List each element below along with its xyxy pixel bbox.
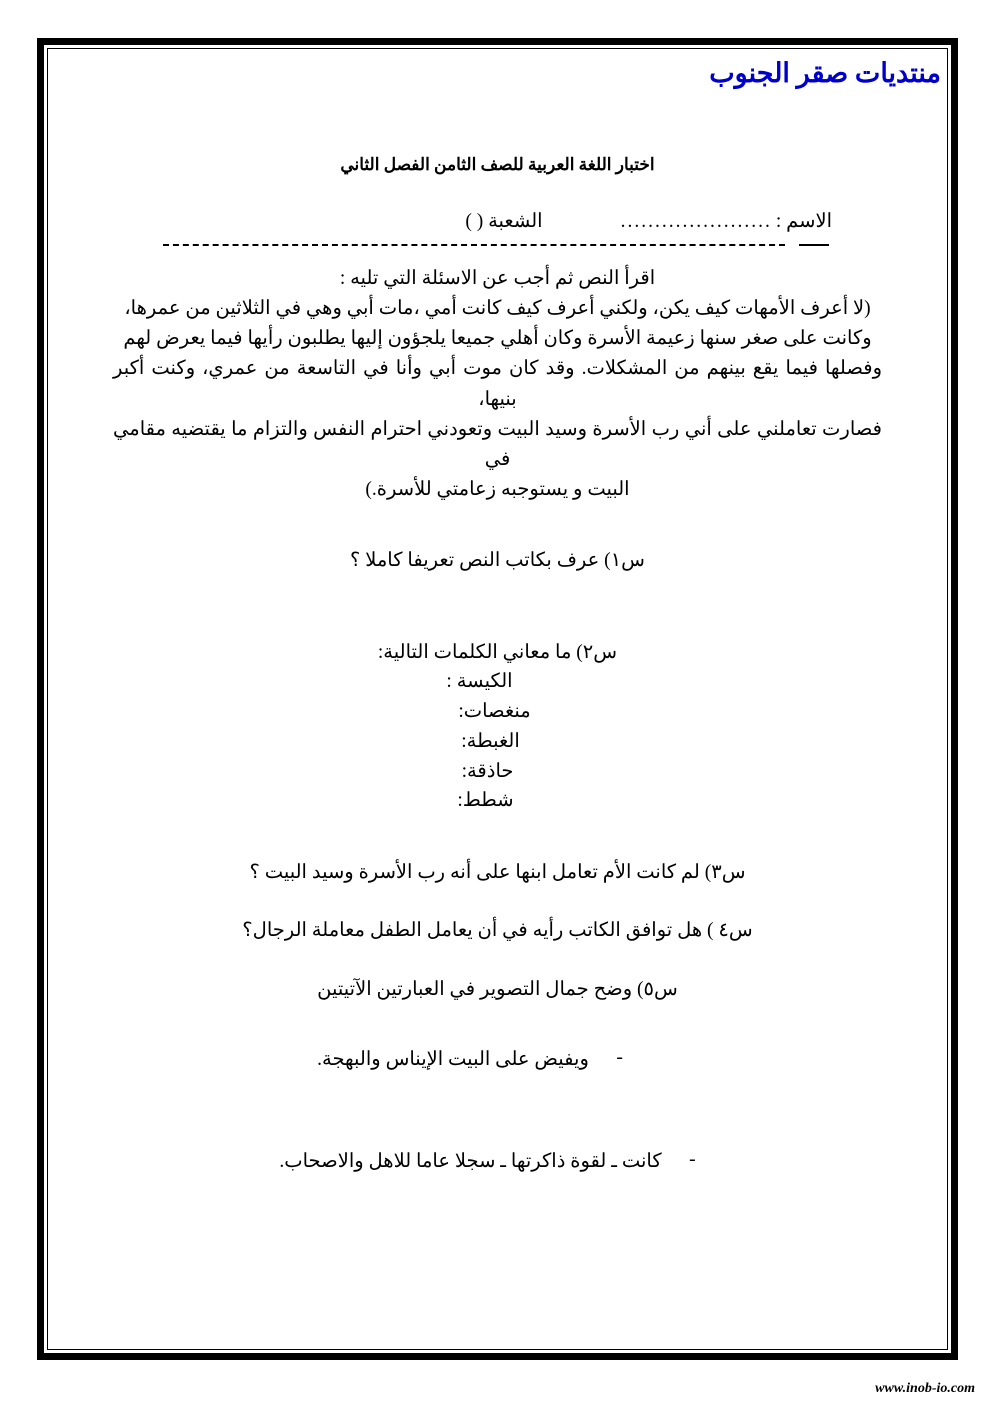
passage-line: وفصلها فيما يقع بينهم من المشكلات. وقد كان موت أبي وأنا في التاسعة من عمري، وكنت أكبر بنيها، <box>113 358 882 410</box>
solid-rule-cap <box>799 244 829 246</box>
vocabulary-list <box>108 667 887 816</box>
footer-website-url[interactable]: www.inob-io.com <box>875 1381 975 1396</box>
passage-line: وكانت على صغر سنها زعيمة الأسرة وكان أهلي جميعا يلجؤون إليها يطلبون رأيها فيما يعرض لهم <box>123 328 872 350</box>
section-field[interactable]: الشعبة ( ) <box>465 211 543 232</box>
bullet-dash-icon: - <box>689 1148 696 1170</box>
question-1: س١) عرف بكاتب النص تعريفا كاملا ؟ <box>350 549 645 571</box>
header-separator-rule <box>163 238 829 252</box>
reading-passage <box>108 294 887 506</box>
student-name-blank[interactable]: ...................... <box>620 211 772 232</box>
vocabulary-item: الغبطة: <box>461 730 520 752</box>
question-3: س٣) لم كانت الأم تعامل ابنها على أنه رب الأسرة وسيد البيت ؟ <box>249 862 746 884</box>
phrase-text: ويفيض على البيت الإيناس والبهجة. <box>317 1048 589 1070</box>
phrase-list <box>108 1047 887 1173</box>
student-header-fields <box>108 209 887 233</box>
forum-watermark: منتديات صقر الجنوب <box>709 58 941 88</box>
passage-line: البيت و يستوجبه زعامتي للأسرة.) <box>365 479 630 501</box>
document-body <box>48 109 947 1349</box>
phrase-text: كانت ـ لقوة ذاكرتها ـ سجلا عاما للاهل والاصحاب. <box>279 1150 662 1172</box>
vocabulary-item: شطط: <box>457 790 514 812</box>
passage-line: (لا أعرف الأمهات كيف يكن، ولكني أعرف كيف كانت أمي ،مات أبي وهي في الثلاثين من عمرها، <box>124 298 871 319</box>
dashed-rule <box>163 244 785 246</box>
question-2: س٢) ما معاني الكلمات التالية: <box>377 641 618 663</box>
exam-title: اختبار اللغة العربية للصف الثامن الفصل الثاني <box>340 155 655 174</box>
vocabulary-item: منغصات: <box>458 700 531 722</box>
reading-instruction: اقرأ النص ثم أجب عن الاسئلة التي تليه : <box>339 268 656 289</box>
phrase-item <box>108 1047 887 1071</box>
question-5: س٥) وضح جمال التصوير في العبارتين الآتيتين <box>317 978 678 1000</box>
bullet-dash-icon: - <box>616 1046 623 1068</box>
vocabulary-item: الكيسة : <box>446 671 513 693</box>
vocabulary-item: حاذقة: <box>461 760 514 782</box>
passage-line: فصارت تعاملني على أني رب الأسرة وسيد البيت وتعودني احترام النفس والتزام ما يقتضيه مقامي في <box>113 418 882 471</box>
page-border-frame <box>37 38 958 1360</box>
question-4: س٤ ) هل توافق الكاتب رأيه في أن يعامل الطفل معاملة الرجال؟ <box>242 920 753 942</box>
student-name-label: الاسم : <box>775 211 832 232</box>
page-inner-frame <box>47 48 948 1350</box>
phrase-item <box>108 1149 887 1173</box>
